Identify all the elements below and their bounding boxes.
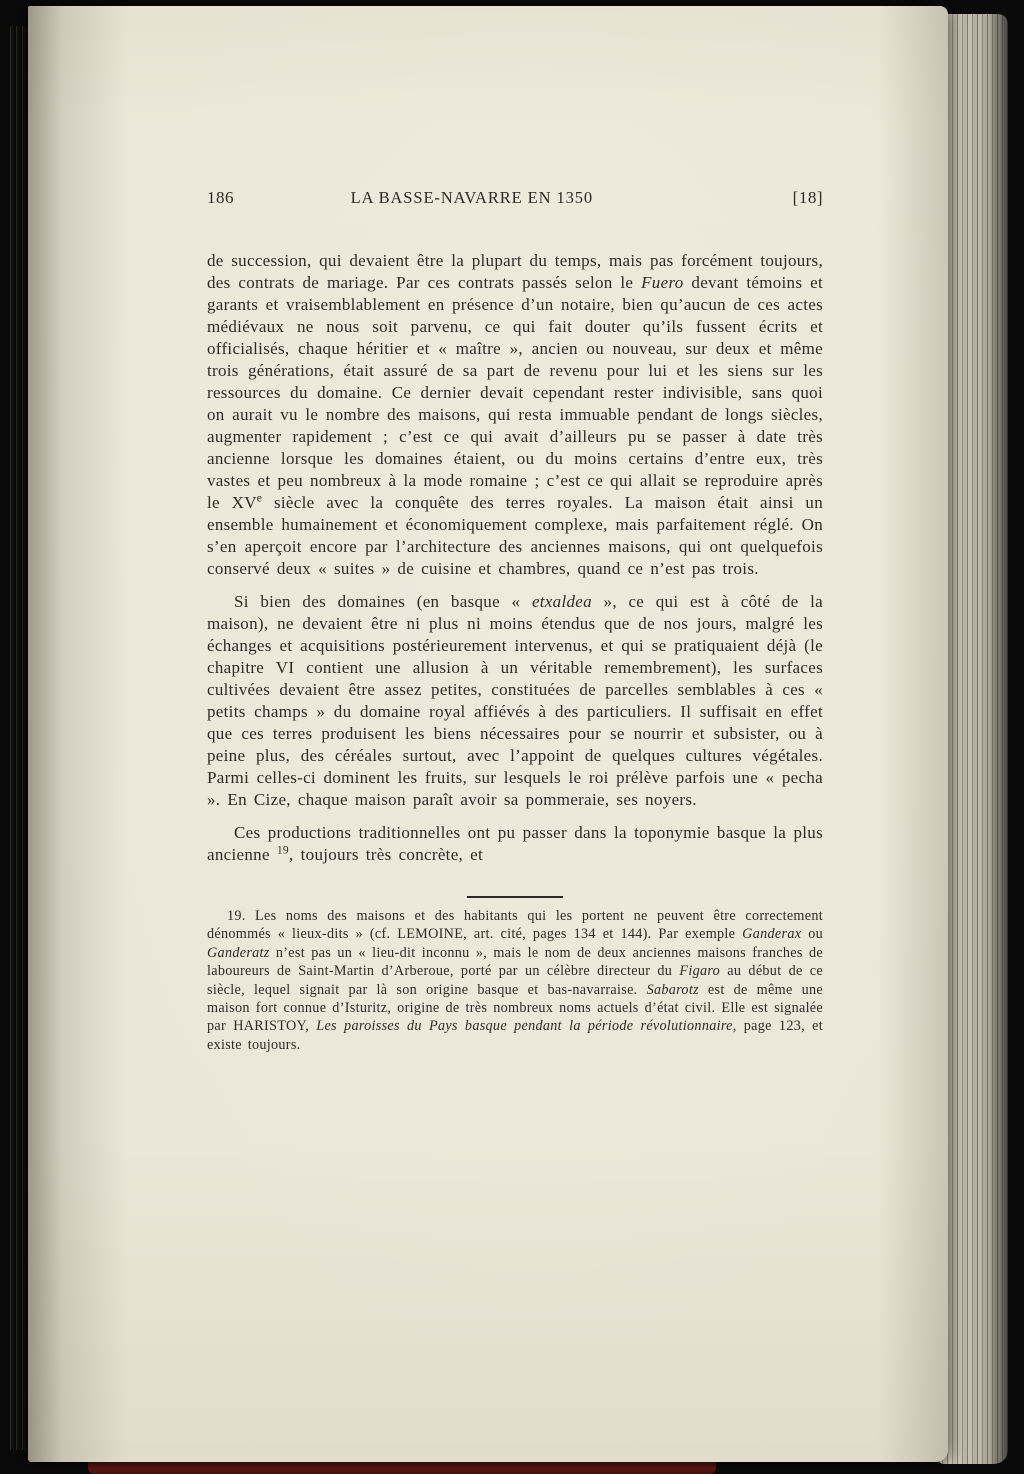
body-paragraph: de succession, qui devaient être la plupart du temps, mais pas forcément toujours, des contrats de mariage. Par ces contrats passés selon le Fuero devant témoins et garants et vraisemblablement en présence d’un notaire, bien qu’aucun de ces actes médiévaux ne nous soit parvenu, ce qui fait douter qu’ils fussent écrits et officialisés, chaque héritier et « maître », ancien ou nouveau, sur deux et même trois générations, était assuré de sa part de revenu pour lui et les siens sur les ressources du domaine. Ce dernier devait cependant rester indivisible, sans quoi on aurait vu le nombre des maisons, qui resta immuable pendant de longs siècles, augmenter rapidement ; c’est ce qui avait d’ailleurs pu se passer à date très ancienne lorsque les domaines étaient, ou du moins certains d’entre eux, très vastes et peu nombreux à la mode romaine ; c’est ce qui allait se reproduire après le XVe siècle avec la conquête des terres royales. La maison était ainsi un ensemble humainement et économiquement complexe, mais parfaitement réglé. On s’en aperçoit encore par l’architecture des anciennes maisons, qui ont quelquefois conservé deux « suites » de cuisine et chambres, quand ce n’est pas trois. bbox=[207, 251, 823, 578]
footnote: 19. Les noms des maisons et des habitants qui les portent ne peuvent être correctement dénommés « lieux-dits » (cf. LEMOINE, art. cité, pages 134 et 144). Par exemple Ganderax ou Ganderatz n’est pas un « lieu-dit inconnu », mais le nom de deux anciennes maisons franches de laboureurs de Saint-Martin d’Arberoue, porté par un célèbre directeur du Figaro au début de ce siècle, lequel signait par là son origine basque et bas-navarraise. Sabarotz est de même une maison fort connue d’Isturitz, origine de très nombreux noms actuels d’état civil. Elle est signalée par HARISTOY, Les paroisses du Pays basque pendant la période révolutionnaire, page 123, et existe toujours. bbox=[207, 908, 823, 1053]
book-page bbox=[28, 6, 948, 1462]
page-number: 186 bbox=[207, 188, 234, 207]
left-page-stack-edges bbox=[8, 26, 30, 1450]
bracket-reference: [18] bbox=[792, 188, 823, 207]
body-paragraph: Si bien des domaines (en basque « etxaldea », ce qui est à côté de la maison), ne devaient être ni plus ni moins étendus que de nos jours, malgré les échanges et acquisitions postérieurement intervenus, et qui se pratiquaient déjà (le chapitre VI contient une allusion à un véritable remembrement), les surfaces cultivées devaient être assez petites, constituées de parcelles semblables à ces « petits champs » du domaine royal affiévés à des particuliers. Il suffisait en effet que ces terres produisent les biens nécessaires pour se nourrir et subsister, ou à peine plus, des céréales surtout, avec l’appoint de quelques cultures végétales. Parmi celles-ci dominent les fruits, sur lesquels le roi prélève parfois une « pecha ». En Cize, chaque maison paraît avoir sa pommeraie, ses noyers. bbox=[207, 592, 823, 809]
running-title: LA BASSE-NAVARRE EN 1350 bbox=[350, 188, 594, 207]
running-head bbox=[207, 188, 823, 212]
footnote-separator bbox=[467, 896, 563, 898]
body-paragraph: Ces productions traditionnelles ont pu passer dans la toponymie basque la plus ancienne $^{19}$, toujours très concrète, et bbox=[207, 823, 823, 864]
fore-edge-page-stack bbox=[938, 14, 1008, 1464]
text-block bbox=[207, 188, 823, 1054]
